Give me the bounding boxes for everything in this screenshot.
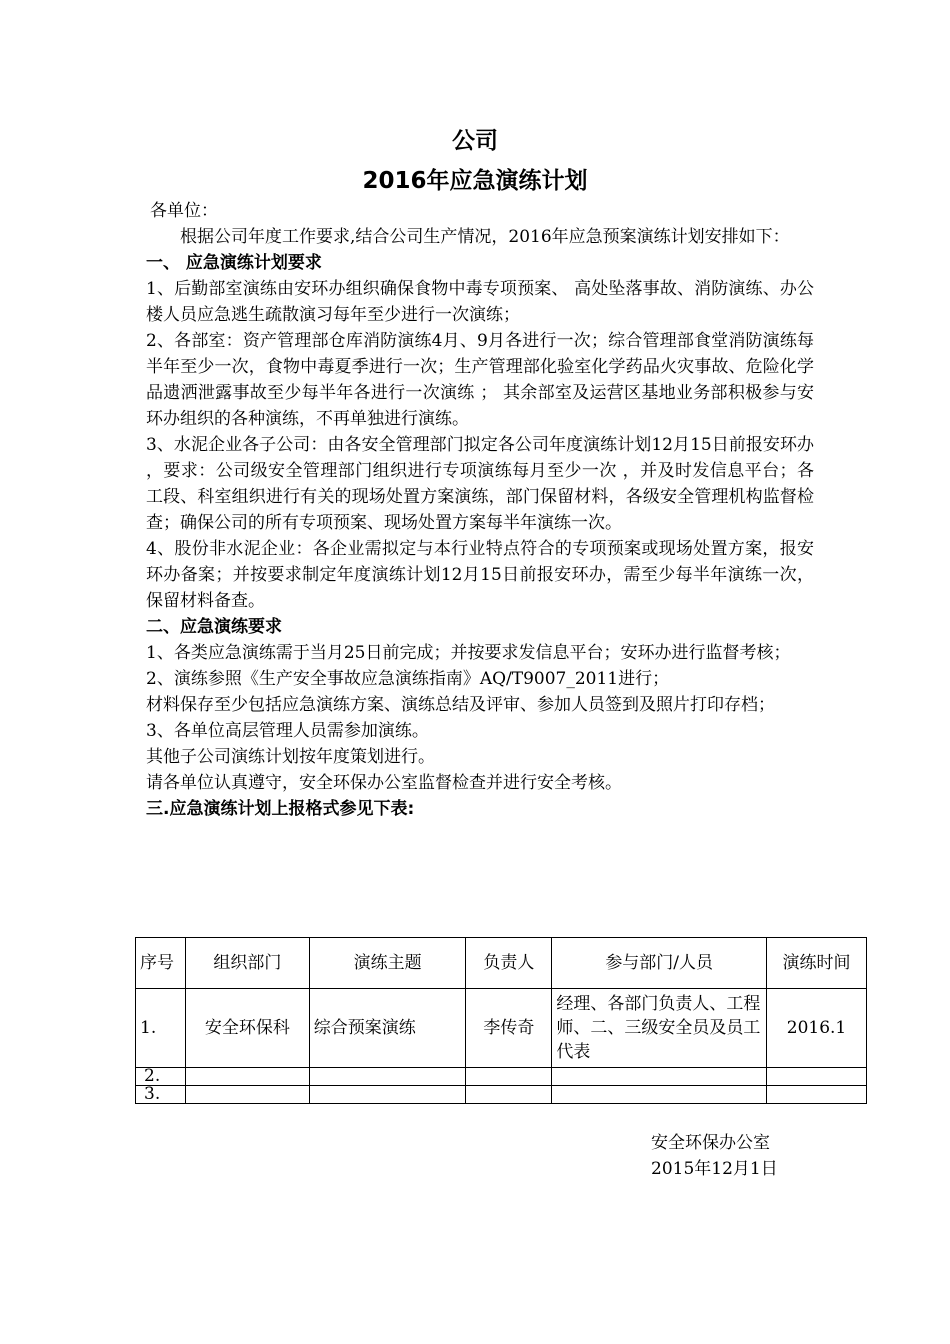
section2-note-comply: 请各单位认真遵守，安全环保办公室监督检查并进行安全考核。 xyxy=(146,773,622,793)
cell-drill-topic: 综合预案演练 xyxy=(309,989,466,1068)
cell-drill-time: 2016.1 xyxy=(767,989,867,1068)
cell-owner xyxy=(466,1068,552,1086)
header-seq: 序号 xyxy=(136,938,186,989)
cell-participants xyxy=(552,1086,767,1104)
section3-heading: 三.应急演练计划上报格式参见下表: xyxy=(146,799,415,819)
salutation: 各单位： xyxy=(150,201,218,221)
cell-participants: 经理、各部门负责人、工程师、二、三级安全员及员工代表 xyxy=(552,989,767,1068)
section2-item-3: 3、各单位高层管理人员需参加演练。 xyxy=(146,721,429,741)
cell-seq: 3. xyxy=(136,1086,186,1104)
section1-item-4: 4、股份非水泥企业：各企业需拟定与本行业特点符合的专项预案或现场处置方案，报安环办备案；并按要求制定年度演练计划12月15日前报安环办，需至少每半年演练一次，保留材料备查。 xyxy=(146,539,814,611)
cell-participants xyxy=(552,1068,767,1086)
cell-drill-time xyxy=(767,1086,867,1104)
signature-office: 安全环保办公室 xyxy=(651,1133,770,1153)
signature-date: 2015年12月1日 xyxy=(651,1159,778,1179)
header-drill-time: 演练时间 xyxy=(767,938,867,989)
cell-org-dept xyxy=(185,1086,309,1104)
section2-note-other: 其他子公司演练计划按年度策划进行。 xyxy=(146,747,435,767)
table-header-row xyxy=(136,938,867,989)
drill-plan-table xyxy=(135,937,867,1104)
header-drill-topic: 演练主题 xyxy=(309,938,466,989)
document-body xyxy=(146,198,814,822)
cell-seq: 2. xyxy=(136,1068,186,1086)
section2-heading: 二、应急演练要求 xyxy=(146,617,282,637)
cell-org-dept: 安全环保科 xyxy=(185,989,309,1068)
intro-paragraph: 根据公司年度工作要求,结合公司生产情况，2016年应急预案演练计划安排如下： xyxy=(180,227,790,247)
section2-item-2-note: 材料保存至少包括应急演练方案、演练总结及评审、参加人员签到及照片打印存档； xyxy=(146,695,775,715)
table-row xyxy=(136,1068,867,1086)
header-participants: 参与部门/人员 xyxy=(552,938,767,989)
cell-drill-topic xyxy=(309,1068,466,1086)
header-org-dept: 组织部门 xyxy=(185,938,309,989)
table-row xyxy=(136,1086,867,1104)
cell-seq: 1. xyxy=(136,989,186,1068)
table-row xyxy=(136,989,867,1068)
section1-heading: 一、 应急演练计划要求 xyxy=(146,253,322,273)
section1-item-2: 2、各部室：资产管理部仓库消防演练4月、9月各进行一次；综合管理部食堂消防演练每半年至少一次，食物中毒夏季进行一次；生产管理部化验室化学药品火灾事故、危险化学品遗洒泄露事故至少每半年各进行一次演练 ； 其余部室及运营区基地业务部积极参与安环办组织的各种演练，不再单独进行演练。 xyxy=(146,331,814,429)
section1-item-3: 3、水泥企业各子公司：由各安全管理部门拟定各公司年度演练计划12月15日前报安环办 ，要求：公司级安全管理部门组织进行专项演练每月至少一次 ，并及时发信息平台；各工段、科室组织进行有关的现场处置方案演练，部门保留材料，各级安全管理机构监督检查；确保公司的所有专项预案、现场处置方案每半年演练一次。 xyxy=(146,435,814,533)
section2-item-2: 2、演练参照《生产安全事故应急演练指南》AQ/T9007_2011进行； xyxy=(146,669,670,689)
section2-item-1: 1、各类应急演练需于当月25日前完成；并按要求发信息平台；安环办进行监督考核； xyxy=(146,643,791,663)
cell-drill-topic xyxy=(309,1086,466,1104)
section1-item-1: 1、后勤部室演练由安环办组织确保食物中毒专项预案、 高处坠落事故、消防演练、办公楼人员应急逃生疏散演习每年至少进行一次演练； xyxy=(146,279,814,325)
cell-owner: 李传奇 xyxy=(466,989,552,1068)
header-owner: 负责人 xyxy=(466,938,552,989)
signature-block xyxy=(651,1130,778,1182)
title-company: 公司 xyxy=(452,128,498,154)
cell-drill-time xyxy=(767,1068,867,1086)
title-plan: 2016年应急演练计划 xyxy=(362,168,588,194)
cell-owner xyxy=(466,1086,552,1104)
cell-org-dept xyxy=(185,1068,309,1086)
